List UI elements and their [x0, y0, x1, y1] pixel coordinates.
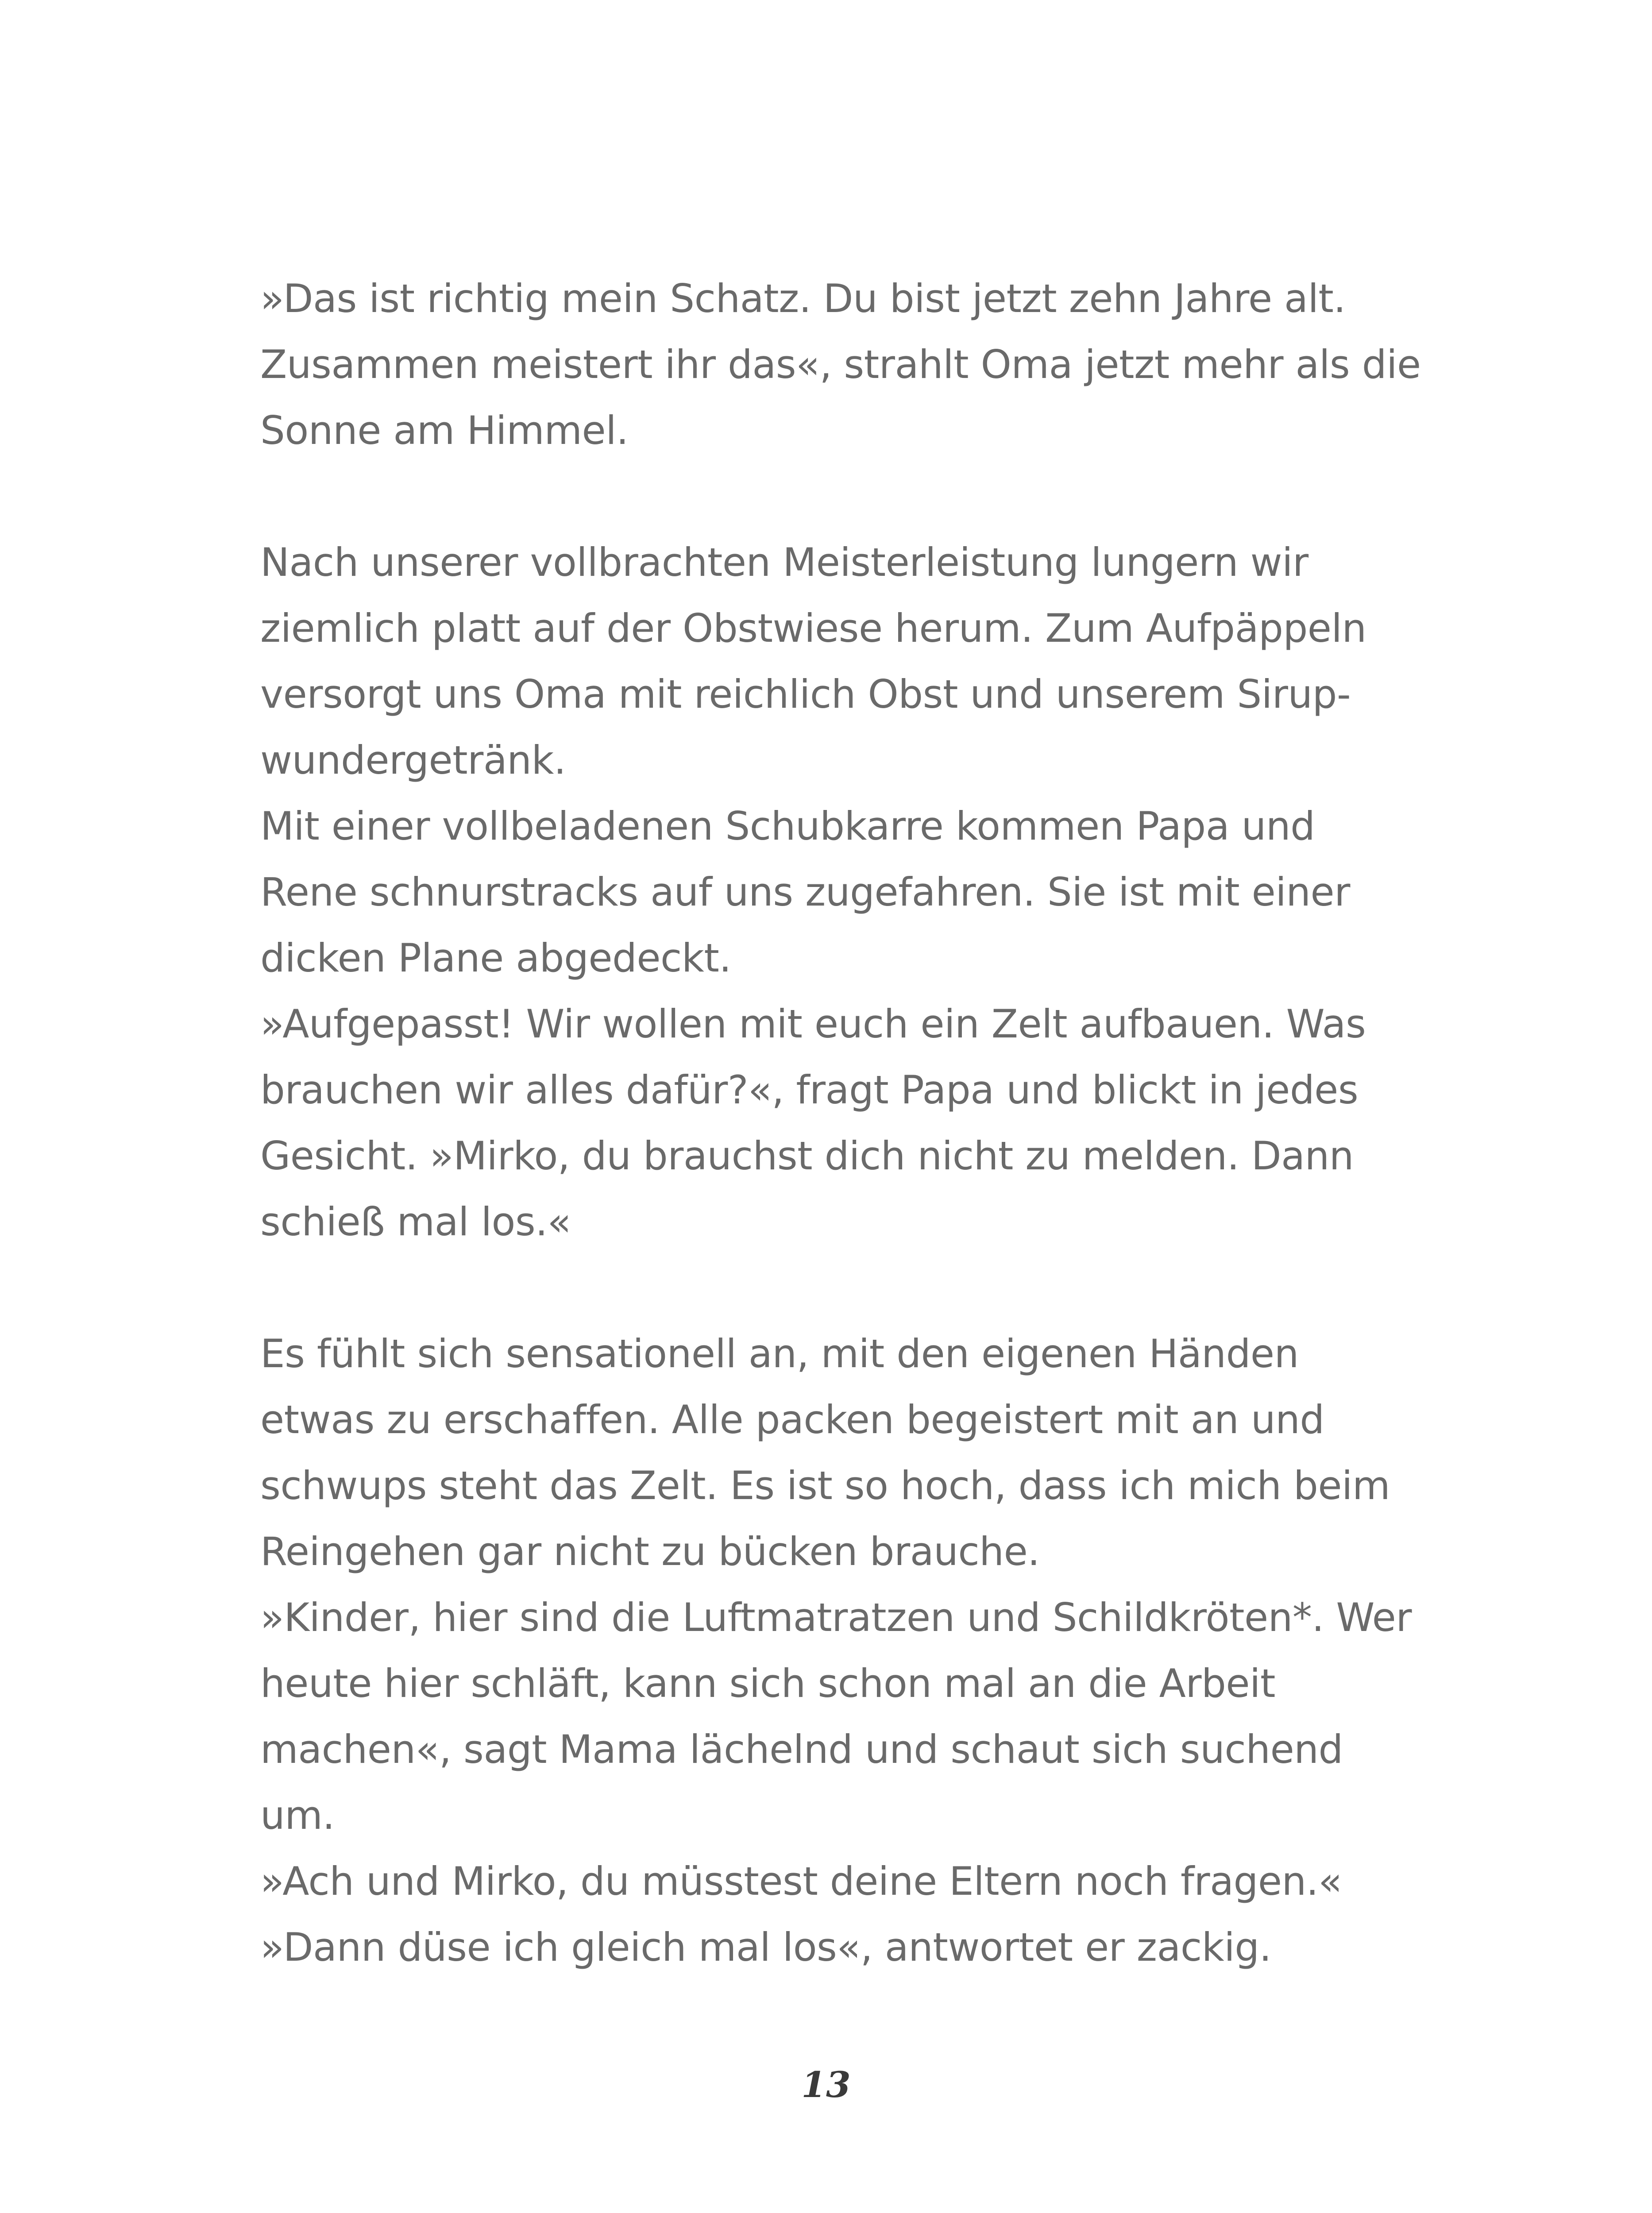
text-line: Rene schnurstracks auf uns zugefahren. Sie ist mit einer — [260, 869, 1350, 915]
text-line: wundergetränk. — [260, 737, 566, 783]
text-line: Reingehen gar nicht zu bücken brauche. — [260, 1529, 1040, 1574]
text-line: »Ach und Mirko, du müsstest deine Eltern noch fragen.« — [260, 1858, 1342, 1904]
text-line: »Das ist richtig mein Schatz. Du bist jetzt zehn Jahre alt. — [260, 276, 1346, 321]
paragraph-gap — [260, 463, 1455, 529]
text-line: heute hier schläft, kann sich schon mal an die Arbeit — [260, 1661, 1275, 1706]
text-line: machen«, sagt Mama lächelnd und schaut sich suchend — [260, 1727, 1343, 1772]
text-line: »Kinder, hier sind die Luftmatratzen und Schildkröten*. Wer — [260, 1595, 1412, 1640]
page-number: 13 — [801, 2064, 851, 2105]
text-line: versorgt uns Oma mit reichlich Obst und unserem Sirup- — [260, 671, 1351, 717]
body-text — [260, 266, 1455, 1980]
text-line: »Aufgepasst! Wir wollen mit euch ein Zelt aufbauen. Was — [260, 1001, 1366, 1047]
text-line: Es fühlt sich sensationell an, mit den eigenen Händen — [260, 1331, 1299, 1376]
paragraph — [260, 529, 1455, 1255]
text-line: Sonne am Himmel. — [260, 408, 629, 453]
text-line: um. — [260, 1793, 335, 1838]
text-line: brauchen wir alles dafür?«, fragt Papa und blickt in jedes — [260, 1067, 1359, 1113]
text-line: Mit einer vollbeladenen Schubkarre kommen Papa und — [260, 803, 1315, 849]
text-line: Gesicht. »Mirko, du brauchst dich nicht zu melden. Dann — [260, 1133, 1354, 1179]
text-line: etwas zu erschaffen. Alle packen begeistert mit an und — [260, 1397, 1324, 1442]
text-line: dicken Plane abgedeckt. — [260, 935, 731, 981]
paragraph — [260, 266, 1455, 463]
text-line: »Dann düse ich gleich mal los«, antwortet er zackig. — [260, 1924, 1272, 1970]
text-line: schwups steht das Zelt. Es ist so hoch, dass ich mich beim — [260, 1463, 1390, 1508]
text-line: ziemlich platt auf der Obstwiese herum. Zum Aufpäppeln — [260, 605, 1366, 651]
text-line: Zusammen meistert ihr das«, strahlt Oma jetzt mehr als die — [260, 342, 1421, 387]
paragraph-gap — [260, 1255, 1455, 1321]
text-line: schieß mal los.« — [260, 1199, 571, 1245]
text-line: Nach unserer vollbrachten Meisterleistung lungern wir — [260, 540, 1308, 585]
paragraph — [260, 1321, 1455, 1980]
